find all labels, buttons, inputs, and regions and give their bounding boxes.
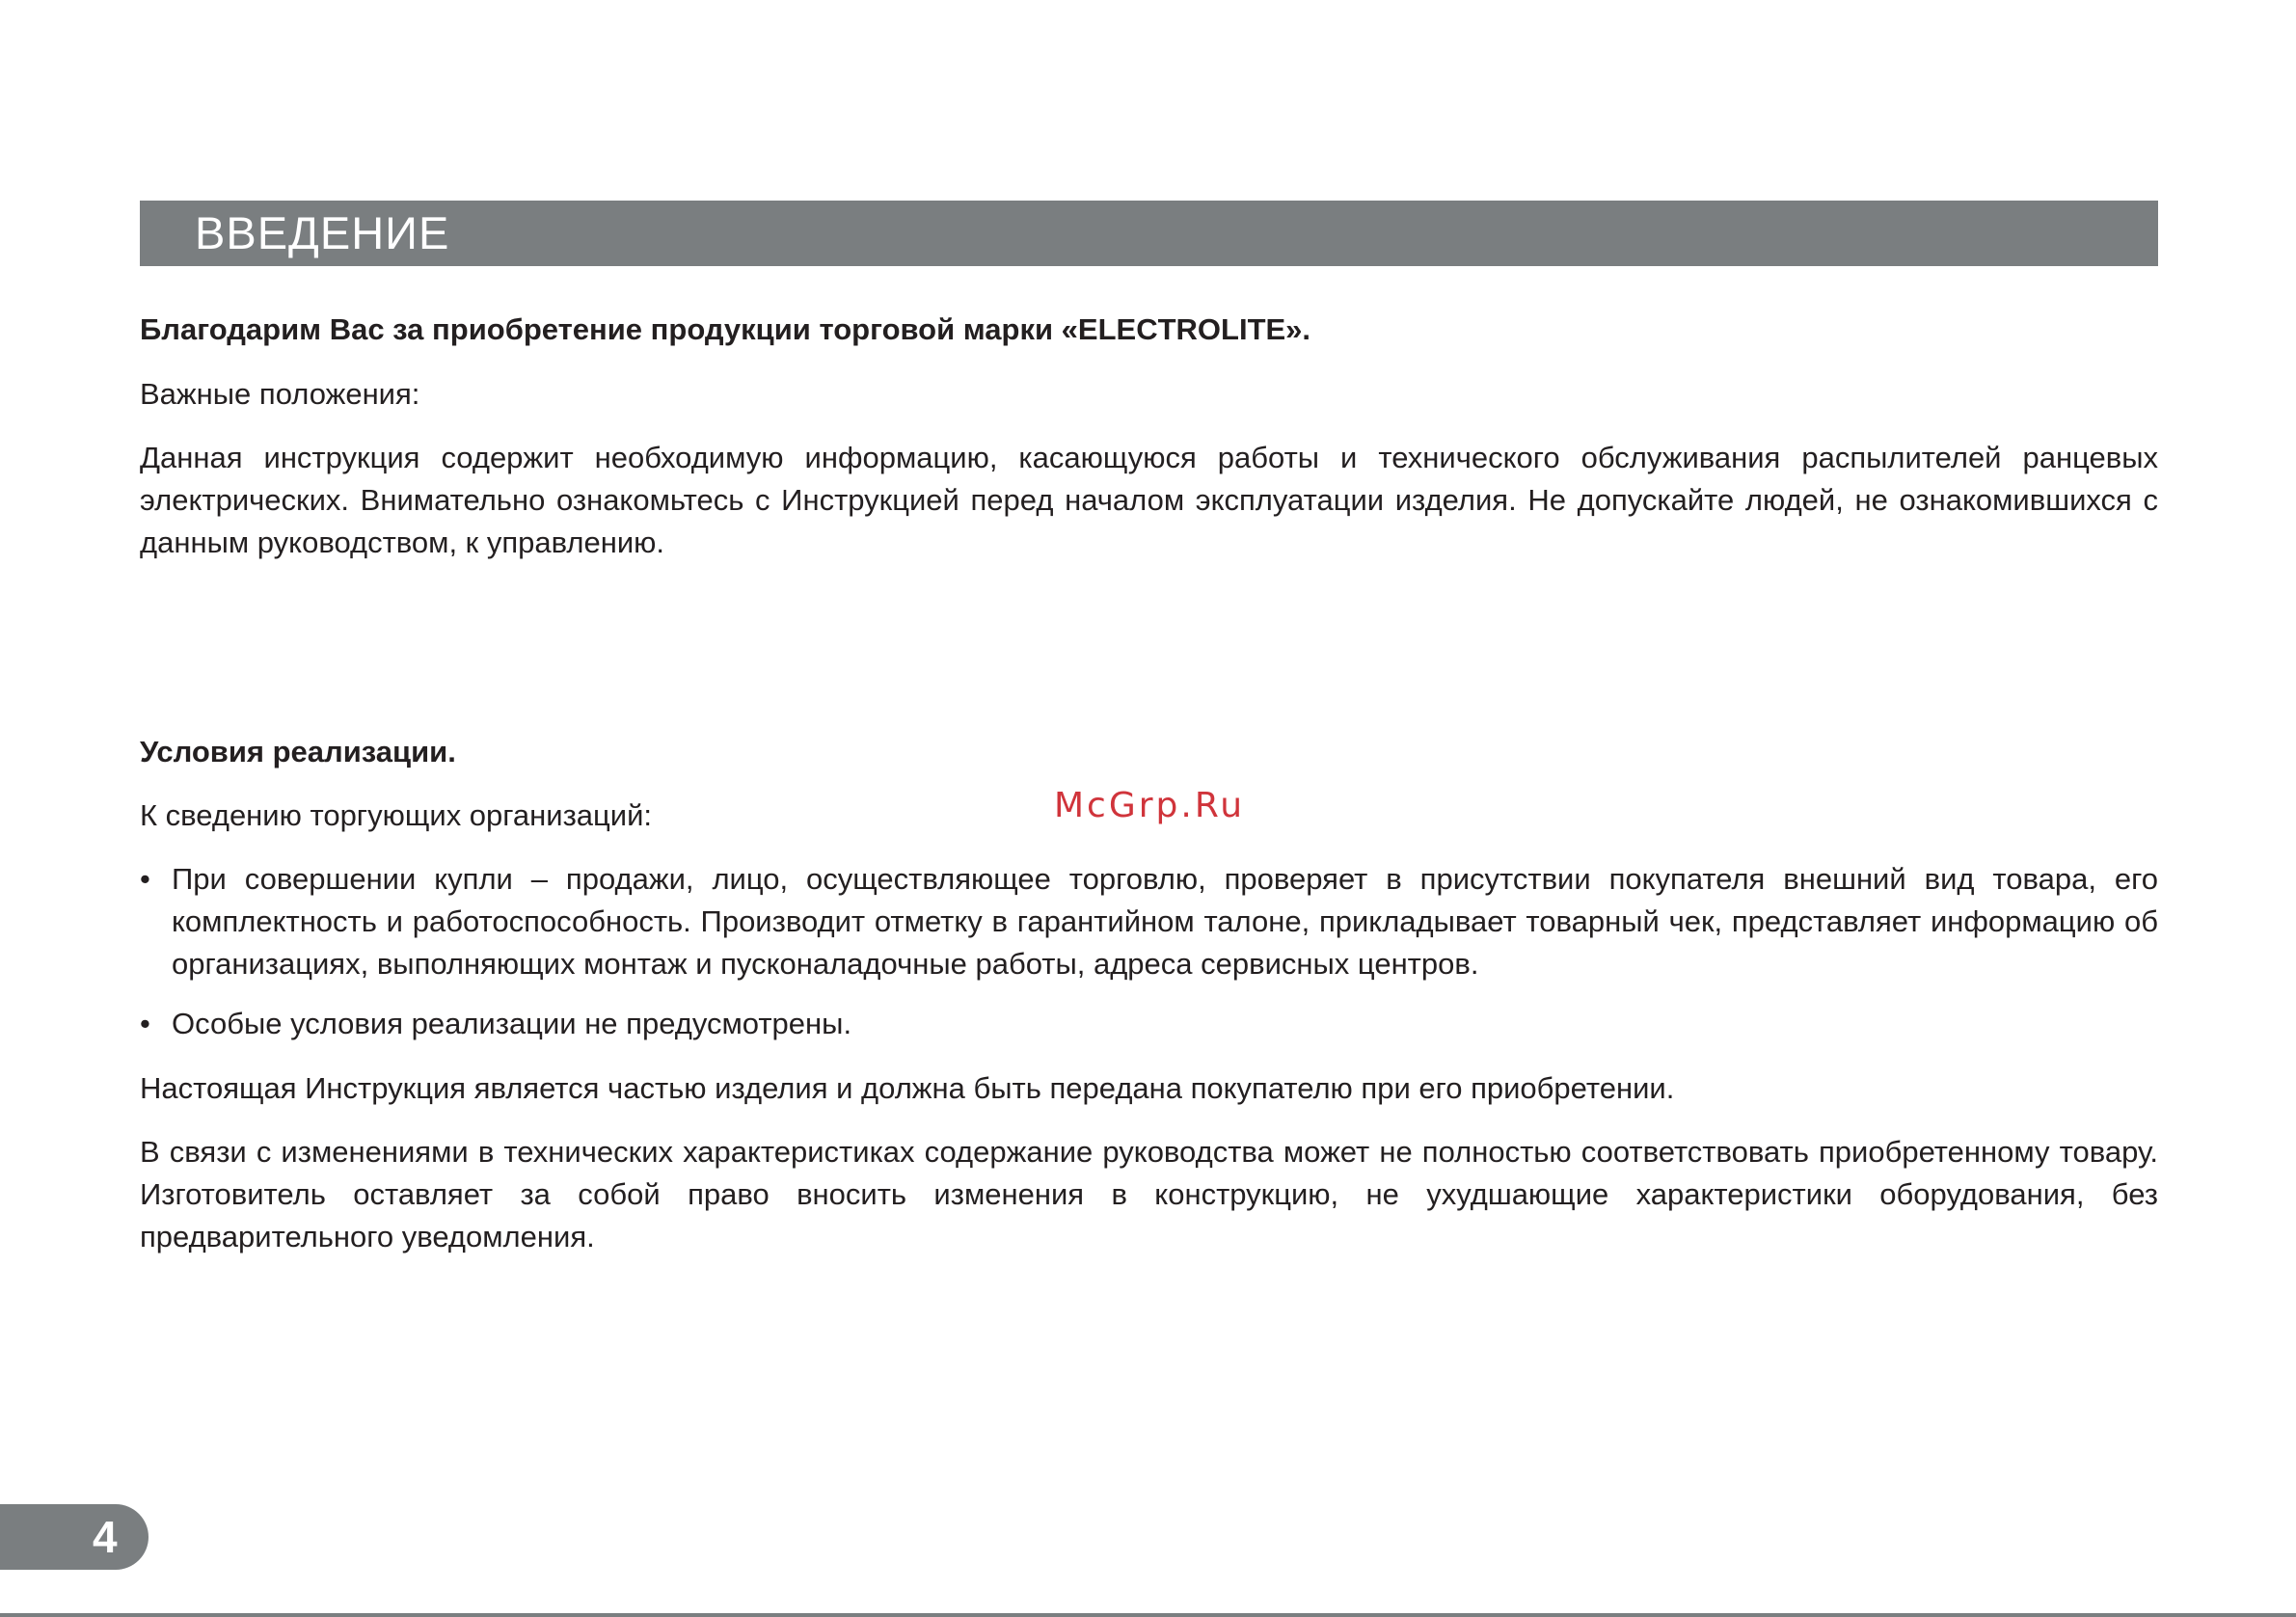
sales-heading: Условия реализации. [140, 735, 456, 768]
bullet-text: При совершении купли – продажи, лицо, осуществляющее торговлю, проверяет в присутствии покупателя внешний вид товара, его комплектность и работоспособность. Производит отметку в гарантийном талоне, прикладывает товарный чек, представляет информацию об организациях, выполняющих монтаж и пусконаладочные работы, адреса сервисных центров. [172, 862, 2158, 981]
important-heading: Важные положения: [140, 377, 420, 411]
sales-subheading: К сведению торгующих организаций: [140, 798, 653, 832]
watermark-text: McGrp.Ru [1054, 786, 1246, 825]
section-header [140, 201, 2158, 266]
thanks-paragraph: Благодарим Вас за приобретение продукции торговой марки «ELECTROLITE». [140, 312, 1311, 346]
bottom-divider [0, 1613, 2296, 1617]
important-text: Данная инструкция содержит необходимую информацию, касающуюся работы и технического обслуживания распылителей ранцевых электрических. Внимательно ознакомьтесь с Инструкцией перед началом эксплуатации изделия. Не допускайте людей, не ознакомившихся с данным руководством, к управлению. [140, 441, 2158, 559]
changes-notice-paragraph: В связи с изменениями в технических характеристиках содержание руководства может не полностью соответствовать приобретенному товару. Изготовитель оставляет за собой право вносить изменения в конструкцию, не ухудшающие характеристики оборудования, без предварительного уведомления. [140, 1135, 2158, 1253]
section-title: ВВЕДЕНИЕ [195, 207, 450, 258]
part-of-product-paragraph: Настоящая Инструкция является частью изделия и должна быть передана покупателю при его приобретении. [140, 1071, 1675, 1105]
page-number-tab [0, 1504, 149, 1570]
page-number: 4 [93, 1512, 118, 1562]
bullet-marker: • [140, 1007, 150, 1040]
bullet-marker: • [140, 862, 150, 896]
bullet-text: Особые условия реализации не предусмотрены. [172, 1007, 852, 1040]
